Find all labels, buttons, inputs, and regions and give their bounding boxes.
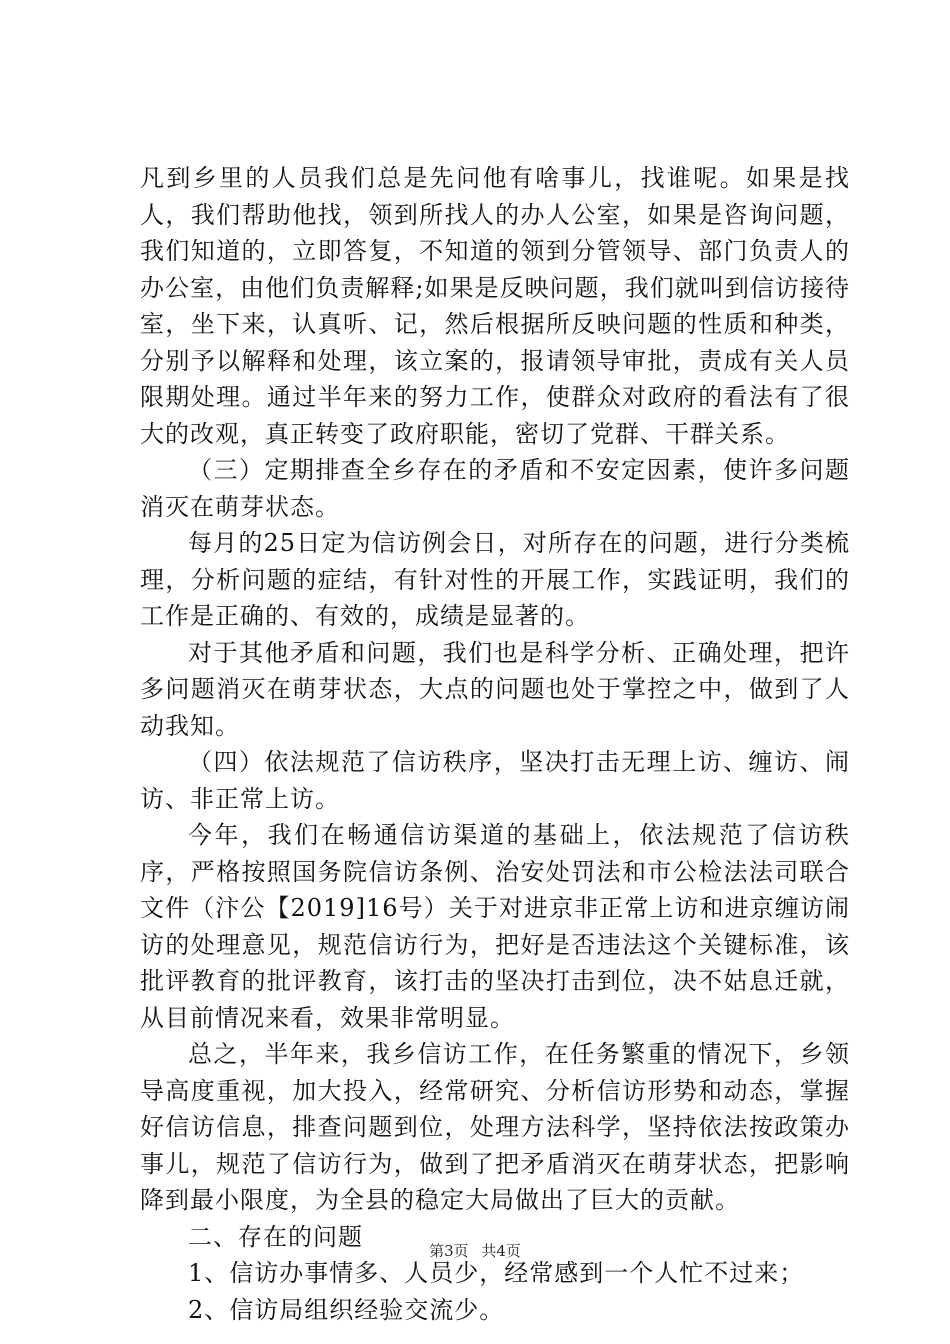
page-footer [0,1240,950,1261]
page-total: 共4页 [481,1242,521,1260]
paragraph-monthly-meeting: 每月的25日定为信访例会日，对所存在的问题，进行分类梳理，分析问题的症结，有针对性的开展工作，实践证明，我们的工作是正确的、有效的，成绩是显著的。 [140,529,850,630]
list-item-problem-1: 1、信访办事情多、人员少，经常感到一个人忙不过来； [188,1259,805,1287]
paragraph-section-3-heading: （三）定期排查全乡存在的矛盾和不安定因素，使许多问题消灭在萌芽状态。 [140,456,850,521]
paragraph-continuation: 凡到乡里的人员我们总是先问他有啥事儿，找谁呢。如果是找人，我们帮助他找，领到所找人的办人公室，如果是咨询问题，我们知道的，立即答复，不知道的领到分管领导、部门负责人的办公室，由他们负责解释;如果是反映问题，我们就叫到信访接待室，坐下来，认真听、记，然后根据所反映问题的性质和种类，分别予以解释和处理，该立案的，报请领导审批，责成有关人员限期处理。通过半年来的努力工作，使群众对政府的看法有了很大的改观，真正转变了政府职能，密切了党群、干群关系。 [140,164,850,448]
page-number: 第3页 [429,1242,469,1260]
list-item-problem-2: 2、信访局组织经验交流少。 [188,1295,505,1324]
paragraph-section-4-heading: （四）依法规范了信访秩序，坚决打击无理上访、缠访、闹访、非正常上访。 [140,748,850,813]
paragraph-summary: 总之，半年来，我乡信访工作，在任务繁重的情况下，乡领导高度重视，加大投入，经常研究、分析信访形势和动态，掌握好信访信息，排查问题到位，处理方法科学，坚持依法按政策办事儿，规范了信访行为，做到了把矛盾消灭在萌芽状态，把影响降到最小限度，为全县的稳定大局做出了巨大的贡献。 [140,1040,850,1214]
paragraph-this-year: 今年，我们在畅通信访渠道的基础上，依法规范了信访秩序，严格按照国务院信访条例、治安处罚法和市公检法法司联合文件（汴公【2019]16号）关于对进京非正常上访和进京缠访闹访的处理意见，规范信访行为，把好是否违法这个关键标准，该批评教育的批评教育，该打击的坚决打击到位，决不姑息迁就，从目前情况来看，效果非常明显。 [140,821,850,1032]
section-heading-problems: 二、存在的问题 [188,1222,363,1251]
paragraph-other-issues: 对于其他矛盾和问题，我们也是科学分析、正确处理，把许多问题消灭在萌芽状态，大点的问题也处于掌控之中，做到了人动我知。 [140,638,850,740]
document-body [140,160,850,1328]
